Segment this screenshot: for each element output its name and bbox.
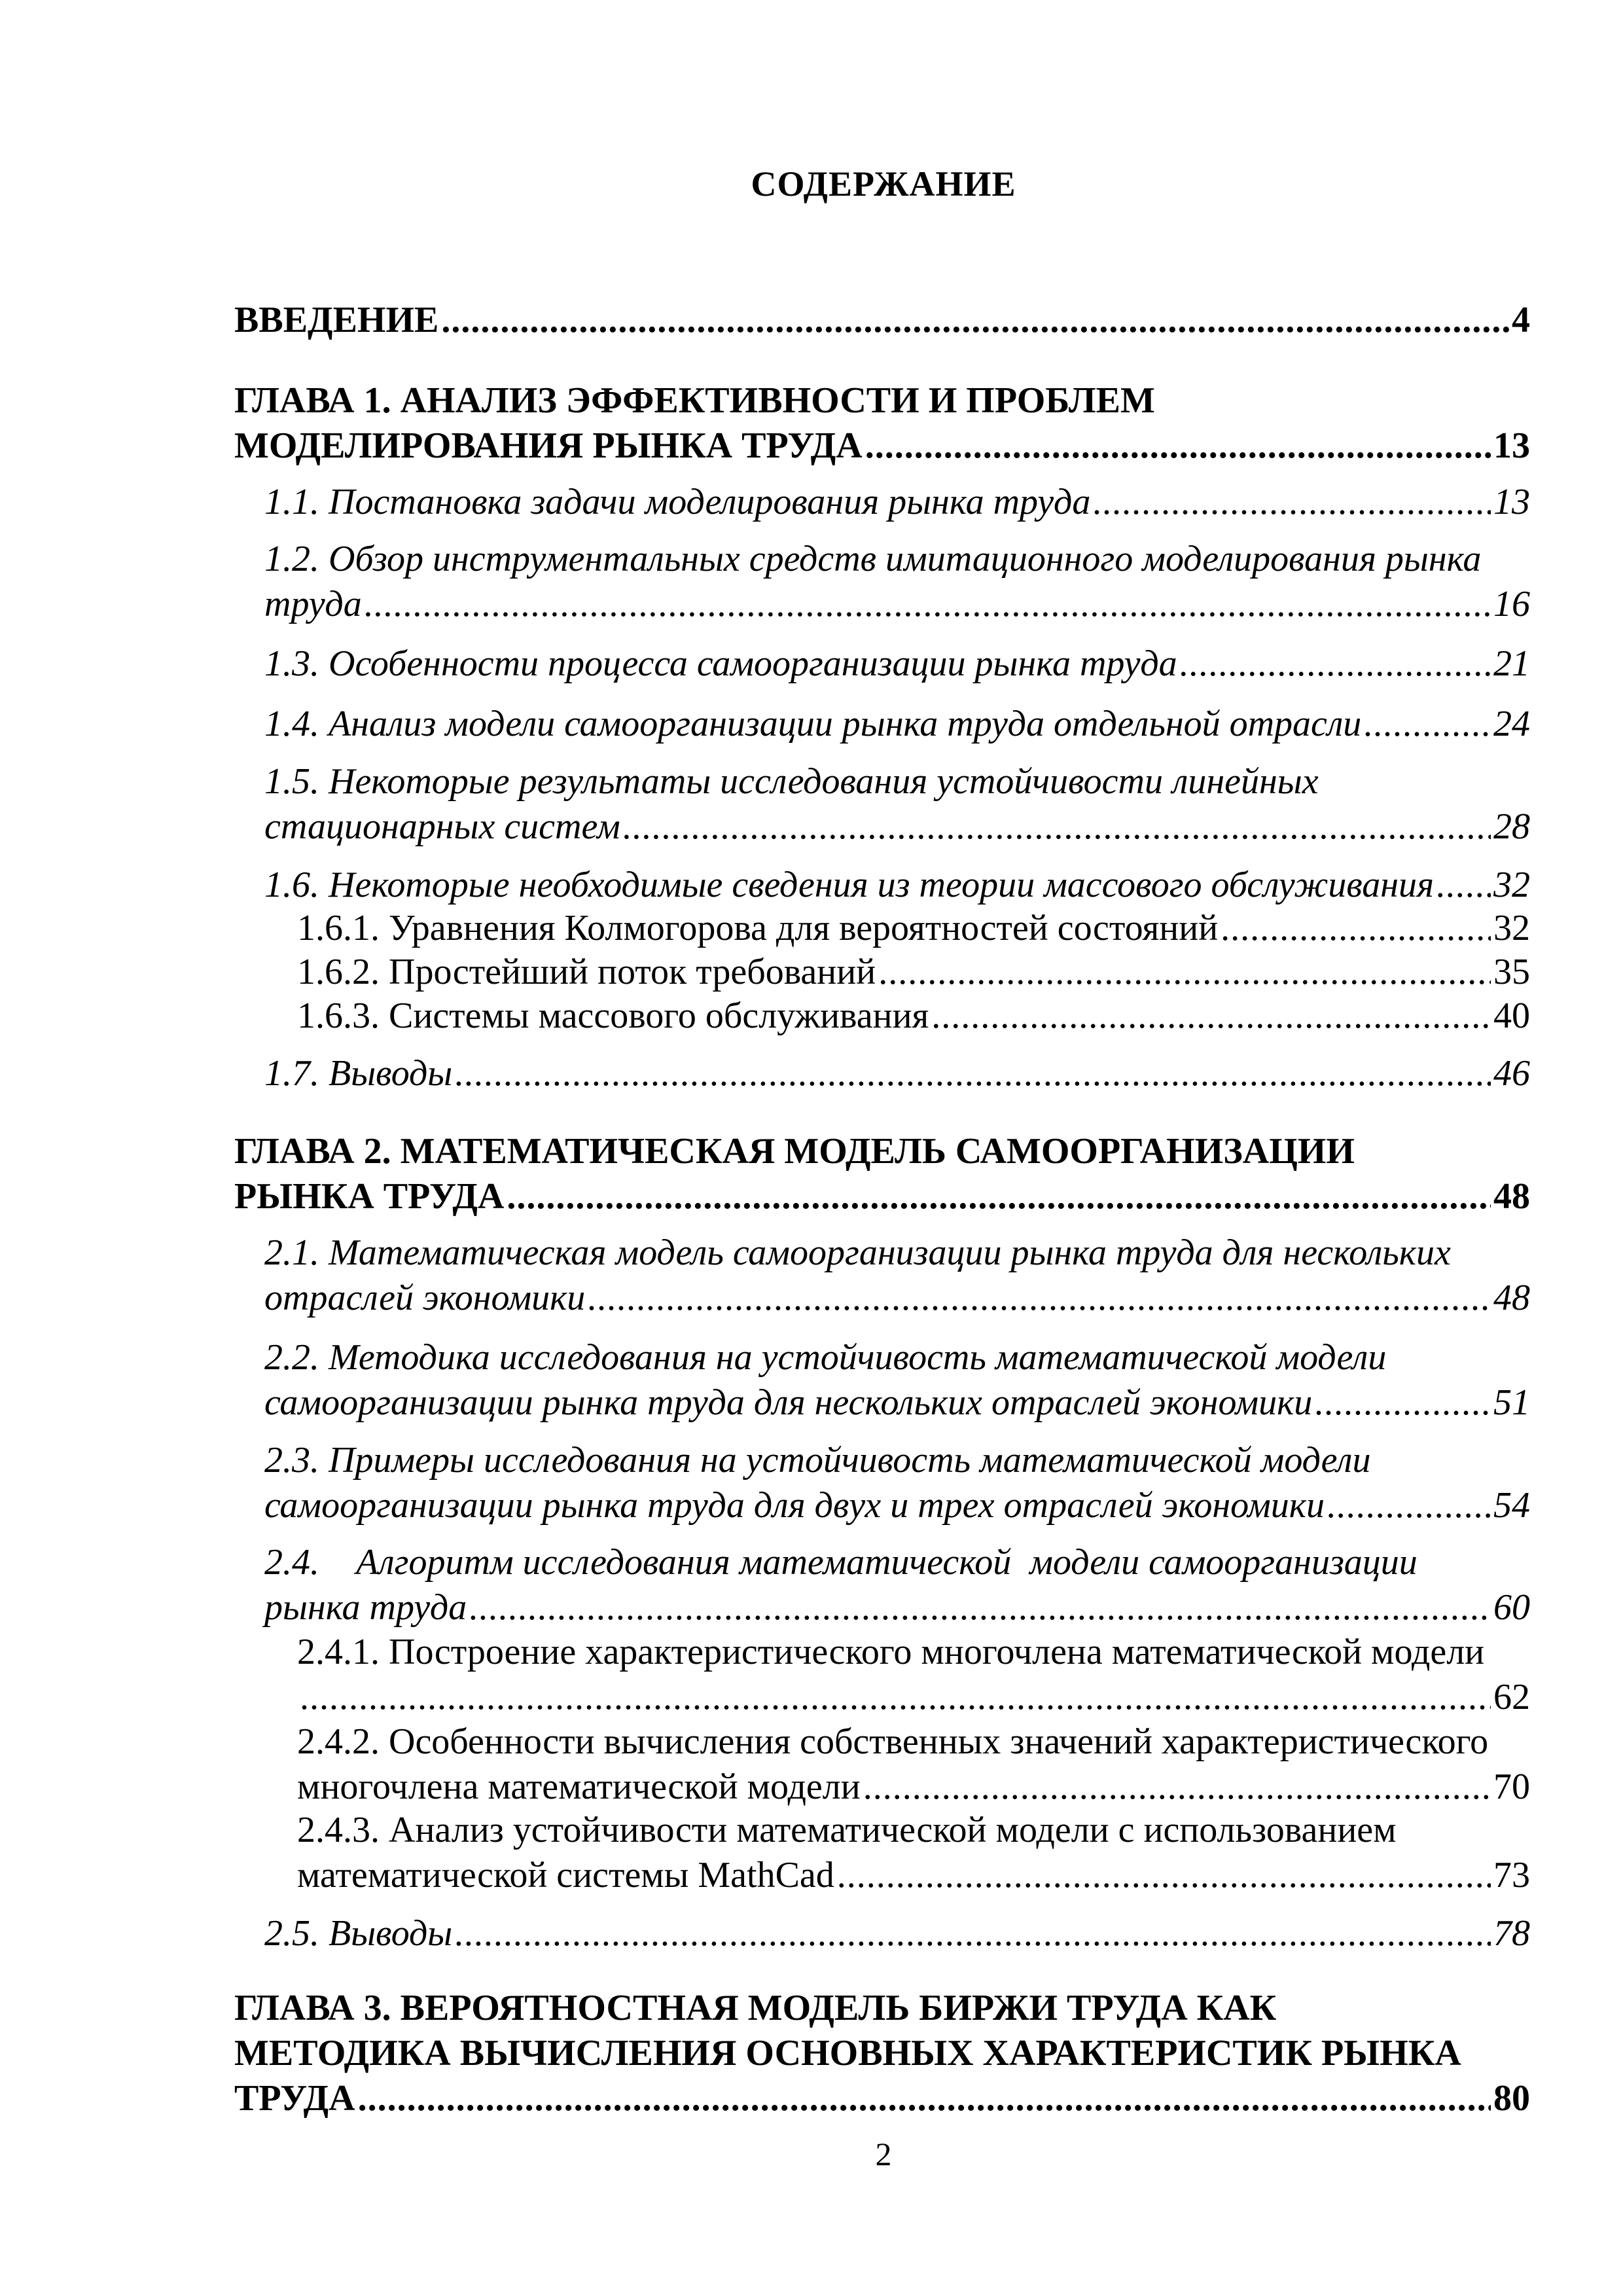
toc-entry-subsection-1-6-2[interactable] xyxy=(297,950,1530,995)
toc-entry-text: ВВЕДЕНИЕ xyxy=(234,300,439,340)
toc-entry-line1: 2.1. Математическая модель самоорганизации рынка труда для нескольких xyxy=(264,1232,1451,1273)
page-number: 2 xyxy=(875,2136,892,2172)
toc-entry-section-2-3[interactable] xyxy=(264,1438,1530,1528)
toc-entry-section-2-4[interactable] xyxy=(264,1540,1530,1630)
toc-entry-page: 80 xyxy=(1493,2078,1530,2119)
toc-entry-subsection-1-6-1[interactable] xyxy=(297,906,1530,951)
toc-entry-page: 16 xyxy=(1493,584,1530,624)
toc-entry-text: труда xyxy=(264,584,362,624)
toc-entry-subsection-2-4-1[interactable] xyxy=(297,1630,1530,1720)
toc-entry-page: 51 xyxy=(1493,1382,1530,1423)
toc-entry-section-1-7[interactable] xyxy=(264,1051,1530,1096)
toc-entry-section-2-5[interactable] xyxy=(264,1911,1530,1956)
toc-entry-page: 54 xyxy=(1493,1485,1530,1526)
toc-entry-text: математической системы MathCad xyxy=(297,1855,834,1895)
toc-entry-text: 2.5. Выводы xyxy=(264,1913,453,1954)
toc-entry-introduction[interactable] xyxy=(234,298,1530,343)
toc-entry-page: 28 xyxy=(1493,806,1530,847)
toc-entry-page: 13 xyxy=(1493,425,1530,466)
toc-entry-page: 40 xyxy=(1493,996,1530,1036)
toc-entry-chapter-1[interactable] xyxy=(234,378,1530,469)
toc-entry-line1: 1.5. Некоторые результаты исследования устойчивости линейных xyxy=(264,761,1319,802)
toc-entry-page: 73 xyxy=(1493,1855,1530,1895)
toc-entry-text: 1.4. Анализ модели самоорганизации рынка труда отдельной отрасли xyxy=(264,704,1362,744)
toc-entry-section-1-1[interactable] xyxy=(264,480,1530,525)
toc-entry-text: 1.1. Постановка задачи моделирования рынка труда xyxy=(264,482,1091,522)
toc-entry-page: 35 xyxy=(1493,952,1530,992)
toc-entry-text: РЫНКА ТРУДА xyxy=(234,1176,505,1217)
toc-entry-text: стационарных систем xyxy=(264,806,620,847)
toc-entry-line1: 2.4.3. Анализ устойчивости математической модели с использованием xyxy=(297,1810,1397,1850)
toc-entry-page: 24 xyxy=(1493,704,1530,744)
toc-entry-section-1-2[interactable] xyxy=(264,537,1530,627)
toc-entry-line1: 1.2. Обзор инструментальных средств имитационного моделирования рынка xyxy=(264,539,1482,579)
toc-entry-page: 48 xyxy=(1493,1176,1530,1217)
toc-entry-section-1-3[interactable] xyxy=(264,641,1530,687)
toc-entry-page: 60 xyxy=(1493,1587,1530,1628)
toc-entry-text: отраслей экономики xyxy=(264,1278,586,1318)
toc-entry-page: 21 xyxy=(1493,643,1530,684)
toc-entry-text: ТРУДА xyxy=(234,2078,355,2119)
toc-entry-line1: 2.4. Алгоритм исследования математической модели самоорганизации xyxy=(264,1542,1418,1583)
toc-entry-page: 13 xyxy=(1493,482,1530,522)
toc-entry-line1: 2.4.1. Построение характеристического многочлена математической модели xyxy=(297,1632,1485,1672)
toc-entry-text: рынка труда xyxy=(264,1587,467,1628)
toc-entry-text: 1.6.1. Уравнения Колмогорова для вероятностей состояний xyxy=(297,908,1219,948)
toc-entry-chapter-2[interactable] xyxy=(234,1129,1530,1219)
toc-entry-line1: 2.2. Методика исследования на устойчивость математической модели xyxy=(264,1337,1387,1378)
toc-entry-page: 78 xyxy=(1493,1913,1530,1954)
toc-entry-page: 70 xyxy=(1493,1767,1530,1807)
toc-entry-page: 32 xyxy=(1493,865,1530,905)
toc-entry-line1: ГЛАВА 2. МАТЕМАТИЧЕСКАЯ МОДЕЛЬ САМООРГАНИЗАЦИИ xyxy=(234,1131,1355,1172)
toc-entry-section-1-5[interactable] xyxy=(264,759,1530,850)
toc-entry-section-1-4[interactable] xyxy=(264,702,1530,747)
toc-entry-chapter-3[interactable] xyxy=(234,1986,1530,2121)
toc-entry-subsection-2-4-3[interactable] xyxy=(297,1808,1530,1898)
toc-entry-section-2-1[interactable] xyxy=(264,1230,1530,1321)
toc-entry-line1: 2.4.2. Особенности вычисления собственных значений характеристического xyxy=(297,1721,1489,1762)
toc-entry-line1: ГЛАВА 1. АНАЛИЗ ЭФФЕКТИВНОСТИ И ПРОБЛЕМ xyxy=(234,380,1155,421)
toc-entry-text: 1.6.3. Системы массового обслуживания xyxy=(297,996,929,1036)
toc-entry-text: 1.7. Выводы xyxy=(264,1053,453,1094)
toc-entry-text: 1.3. Особенности процесса самоорганизации рынка труда xyxy=(264,643,1177,684)
toc-entry-text: МОДЕЛИРОВАНИЯ РЫНКА ТРУДА xyxy=(234,425,863,466)
toc-entry-text: многочлена математической модели xyxy=(297,1767,861,1807)
toc-entry-page: 4 xyxy=(1512,300,1530,340)
toc-entry-page: 32 xyxy=(1493,908,1530,948)
toc-entry-page: 48 xyxy=(1493,1278,1530,1318)
toc-entry-section-2-2[interactable] xyxy=(264,1335,1530,1426)
toc-entry-text: самоорганизации рынка труда для нескольких отраслей экономики xyxy=(264,1382,1313,1423)
toc-entry-page: 62 xyxy=(1493,1677,1530,1717)
toc-entry-subsection-1-6-3[interactable] xyxy=(297,994,1530,1039)
toc-entry-subsection-2-4-2[interactable] xyxy=(297,1719,1530,1810)
toc-entry-text: 1.6. Некоторые необходимые сведения из теории массового обслуживания xyxy=(264,865,1435,905)
toc-entry-text: 1.6.2. Простейший поток требований xyxy=(297,952,876,992)
toc-entry-line1: 2.3. Примеры исследования на устойчивость математической модели xyxy=(264,1440,1371,1480)
toc-entry-section-1-6[interactable] xyxy=(264,863,1530,908)
toc-entry-line2: МЕТОДИКА ВЫЧИСЛЕНИЯ ОСНОВНЫХ ХАРАКТЕРИСТИК РЫНКА xyxy=(234,2033,1461,2073)
toc-entry-page: 46 xyxy=(1493,1053,1530,1094)
toc-entry-line1: ГЛАВА 3. ВЕРОЯТНОСТНАЯ МОДЕЛЬ БИРЖИ ТРУДА КАК xyxy=(234,1988,1277,2028)
toc-entry-text: самоорганизации рынка труда для двух и трех отраслей экономики xyxy=(264,1485,1325,1526)
toc-title: СОДЕРЖАНИЕ xyxy=(751,164,1016,204)
